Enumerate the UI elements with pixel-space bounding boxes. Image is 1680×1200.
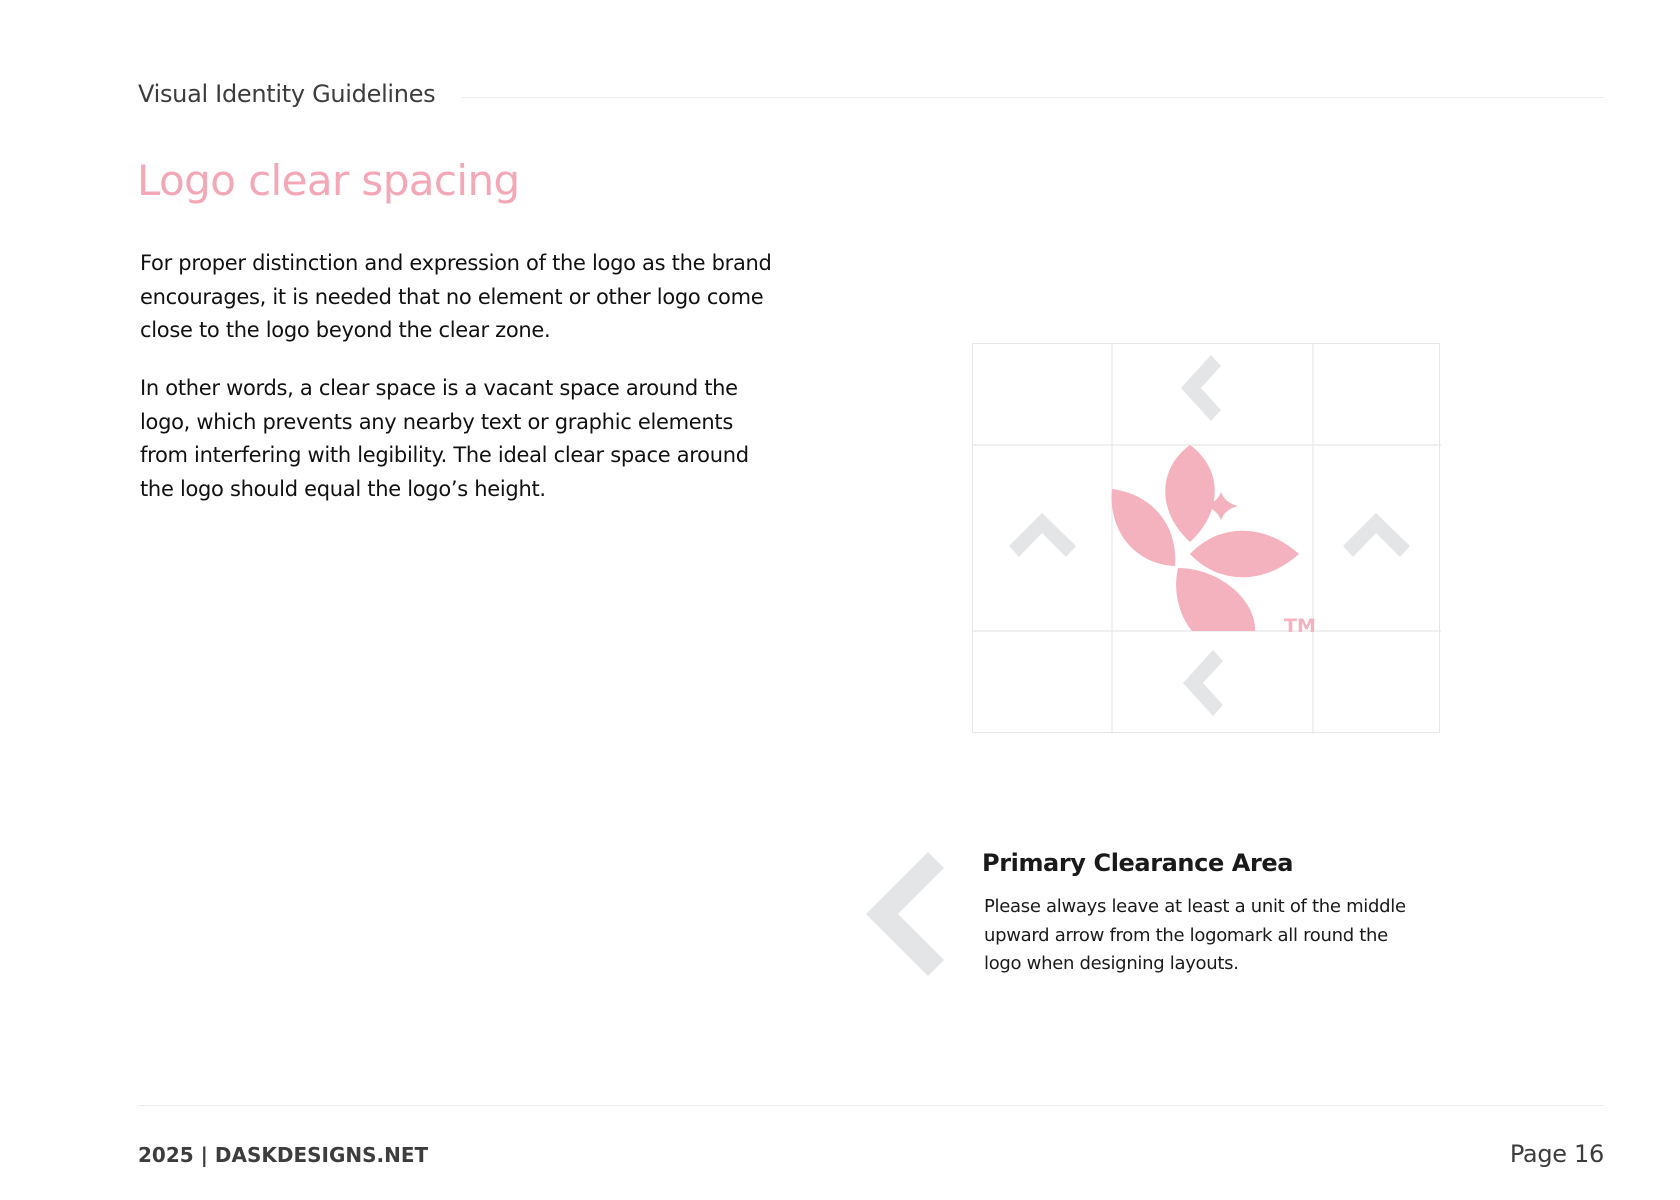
flower-logomark-icon — [1112, 445, 1299, 631]
body-paragraph-1: For proper distinction and expression of the logo as the brand encourages, it is needed that no element or other logo come close to the logo beyond the clear zone. — [140, 251, 772, 342]
body-paragraph-2: In other words, a clear space is a vacant space around the logo, which prevents any nearby text or graphic elements from interfering with legibility. The ideal clear space around the logo should equal the logo’s height. — [140, 376, 749, 501]
clearance-arrow-right-icon — [1343, 513, 1410, 557]
clearance-arrow-icon — [860, 850, 960, 980]
trademark-symbol: TM — [1284, 615, 1316, 637]
page-title: Logo clear spacing — [137, 156, 520, 205]
page-number: Page 16 — [1509, 1140, 1604, 1168]
clearance-arrow-left-icon — [1009, 513, 1076, 557]
clearance-diagram — [972, 343, 1440, 733]
clearance-grid — [973, 344, 1441, 734]
clearance-arrow-top-icon — [1181, 355, 1221, 421]
header-title: Visual Identity Guidelines — [138, 80, 436, 108]
caption-text: Please always leave at least a unit of the middle upward arrow from the logomark all round the logo when designing layouts. — [984, 896, 1406, 974]
clearance-arrows — [1009, 355, 1410, 716]
footer-divider — [138, 1105, 1604, 1106]
footer-website: 2025 | DASKDESIGNS.NET — [138, 1143, 429, 1167]
clearance-arrow-bottom-icon — [1183, 650, 1223, 716]
header-divider — [462, 97, 1604, 98]
caption-title: Primary Clearance Area — [982, 849, 1294, 877]
